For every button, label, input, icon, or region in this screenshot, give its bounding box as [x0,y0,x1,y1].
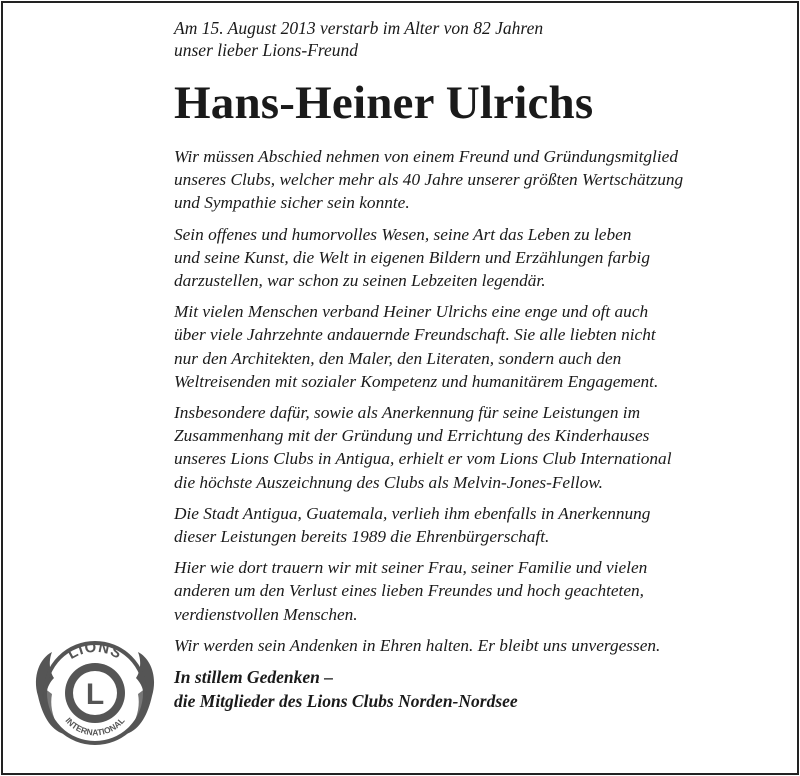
text-line: darzustellen, war schon zu seinen Lebzeiten legendär. [174,271,546,291]
text-line: Insbesondere dafür, sowie als Anerkennung für seine Leistungen im [174,403,641,423]
intro-line: Am 15. August 2013 verstarb im Alter von 82 Jahren [174,18,544,38]
paragraph [174,634,774,657]
text-line: Weltreisenden mit sozialer Kompetenz und humanitärem Engagement. [174,371,659,391]
text-line: Wir müssen Abschied nehmen von einem Freund und Gründungsmitglied [174,147,678,166]
text-line: verdienstvollen Menschen. [174,604,358,624]
logo-center-letter: L [85,678,105,711]
paragraph [174,145,774,215]
svg-text:LIONS [65,639,125,663]
text-line: Zusammenhang mit der Gründung und Errichtung des Kinderhauses [174,426,650,446]
text-line: unseres Clubs, welcher mehr als 40 Jahre unserer größten Wertschätzung [174,170,684,190]
logo-top-text: LIONS [64,638,126,663]
text-line: Mit vielen Menschen verband Heiner Ulrichs eine enge und oft auch [174,302,649,322]
paragraph [174,223,774,293]
lions-emblem-icon [30,628,160,758]
paragraph [174,556,774,626]
text-line: über viele Jahrzehnte andauernde Freundschaft. Sie alle liebten nicht [174,325,656,345]
paragraph [174,300,774,393]
intro-line: unser lieber Lions-Freund [174,40,359,60]
intro-text [174,17,774,61]
notice-body [174,145,774,657]
text-line: nur den Architekten, den Maler, den Literaten, sondern auch den [174,348,622,368]
deceased-name: Hans-Heiner Ulrichs [174,77,594,129]
text-line: unseres Lions Clubs in Antigua, erhielt er vom Lions Club International [174,449,672,469]
closing-signature [174,665,774,713]
closing-line: die Mitglieder des Lions Clubs Norden-Nordsee [174,691,518,712]
text-line: anderen um den Verlust eines lieben Freundes und hoch geachteten, [174,581,644,601]
text-line: Hier wie dort trauern wir mit seiner Frau, seiner Familie und vielen [174,558,648,578]
paragraph [174,401,774,494]
text-line: die höchste Auszeichnung des Clubs als Melvin-Jones-Fellow. [174,472,603,492]
text-line: und Sympathie sicher sein konnte. [174,193,410,213]
notice-content [174,0,774,713]
logo-bottom-text: INTERNATIONAL [63,715,127,738]
text-line: und seine Kunst, die Welt in eigenen Bildern und Erzählungen farbig [174,247,650,267]
text-line: Sein offenes und humorvolles Wesen, seine Art das Leben zu leben [174,224,632,244]
closing-line: In stillem Gedenken – [174,667,333,688]
paragraph [174,502,774,548]
text-line: Die Stadt Antigua, Guatemala, verlieh ihm ebenfalls in Anerkennung [174,503,651,523]
text-line: Wir werden sein Andenken in Ehren halten. Er bleibt uns unvergessen. [174,635,661,655]
text-line: dieser Leistungen bereits 1989 die Ehrenbürgerschaft. [174,527,550,547]
